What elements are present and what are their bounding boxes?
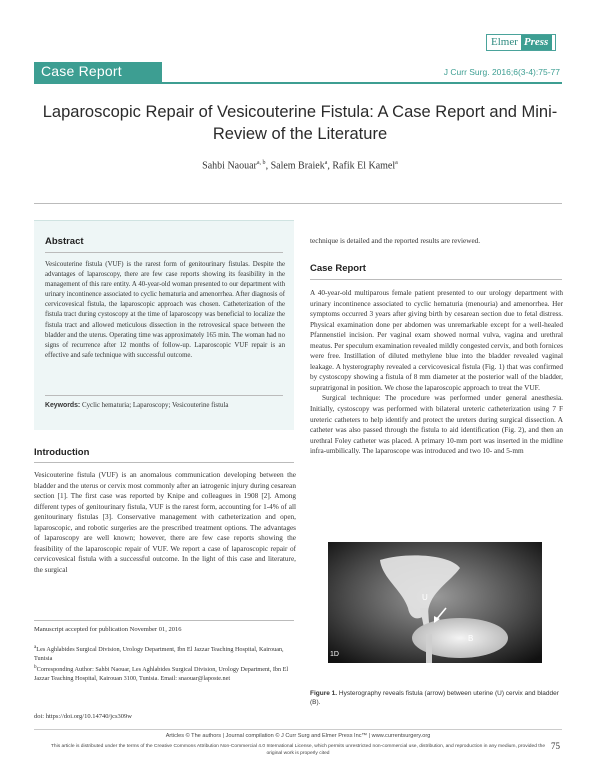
- case-paragraph-2: Surgical technique: The procedure was performed under general anesthesia. Initially, cystoscopy was performed with bilateral ureteric catheterization using 7 F ureteric catheters to help identify and protect the ureters during surgical dissection. A catheter was also passed through the fistula to aid identification (Fig. 2), and then an urethral Foley catheter was placed. A primary 10-mm port was inserted in the midline infra-umbilically. The laparoscope was introduced and two 10- and 5-mm: [310, 394, 563, 456]
- affiliation-text: Corresponding Author: Sahbi Naouar, Les Aghlabides Surgical Division, Urology Department, Ibn El Jazzar Teaching Hospital, Kairouan 3100, Tunisia. Email: snaouar@laposte.net: [34, 666, 289, 682]
- case-report-heading: Case Report: [310, 263, 366, 274]
- logo-part2: Press: [521, 35, 552, 50]
- author-affiliation-mark: a: [395, 160, 398, 166]
- affiliation-b: [34, 663, 296, 683]
- label-corner: 1D: [330, 651, 339, 658]
- figure-caption: [310, 689, 562, 707]
- keywords-label: Keywords:: [45, 402, 81, 409]
- introduction-heading: Introduction: [34, 447, 90, 458]
- author-separator: ,: [265, 160, 271, 172]
- keywords-rule: [45, 395, 283, 396]
- author-name: Rafik El Kamel: [332, 160, 396, 172]
- publisher-logo: [486, 34, 556, 51]
- author-affiliation-mark: a: [324, 160, 328, 166]
- affiliation-mark: b: [34, 664, 37, 671]
- abstract-heading: Abstract: [45, 236, 84, 247]
- author-name: Salem Braiek: [270, 160, 325, 172]
- footer-rule: [34, 729, 562, 730]
- author-list: [40, 160, 560, 171]
- affiliation-notes: [34, 643, 296, 684]
- title-divider: [34, 203, 562, 204]
- header-rule: [34, 82, 562, 84]
- keywords: [45, 402, 285, 409]
- case-report-text: [310, 288, 563, 457]
- section-label: Case Report: [41, 63, 122, 79]
- abstract-text: Vesicouterine fistula (VUF) is the rarest form of genitourinary fistulas. Despite the advantages of laparoscopy, there are few case reports showing its feasibility in the management of this rare entity. A 40-year-old woman presented to our department with urinary incontinence associated to cyclic hematuria and amenorrhea. After diagnosis of cervicovesical fistula, the laparoscopic approach was chosen. Catheterization of the fistula tract during cystoscopy at the time of laparoscopy was beneficial to localize the fistula tract and allowed meticulous dissection in the retrovesical space between the bladder and the uterus. Operating time was approximately 165 min. The woman had no signs of recurrence after 12 months of follow-up. Laparoscopic VUF repair is an effective and safe technique with successful outcome.: [45, 261, 285, 359]
- doi-link[interactable]: doi: https://doi.org/10.14740/jcs309w: [34, 713, 132, 720]
- affiliation-mark: a: [34, 644, 37, 650]
- introduction-text: Vesicouterine fistula (VUF) is an anomalous communication developing between the bladder and the uterus or cervix most commonly after an iatrogenic injury during cesarean section [1]. The first case was reported by Knipe and colleagues in 1908 [2]. Among different types of genitourinary fistula, VUF is the rarest form, accounting for 1-4% of all genitourinary fistulas [3]. Conservative management with catheterization and open, laparoscopic, and robotic surgeries are the prescribed treatment options. The advantages of laparoscopy are well known; however, there are few case reports showing the feasibility of the laparoscopic repair of VUF. We report a case of laparoscopic repair of cervicovesical fistula with a successful outcome. In the light of this case and literature, the surgical: [34, 471, 296, 574]
- author-separator: ,: [327, 160, 333, 172]
- caption-label: Figure 1.: [310, 690, 338, 697]
- caption-text: Hysterography reveals fistula (arrow) between uterine (U) cervix and bladder (B).: [310, 690, 559, 706]
- label-u: U: [422, 593, 428, 602]
- footer-copyright: Articles © The authors | Journal compilation © J Curr Surg and Elmer Press Inc™ | www.currentsurgery.org: [165, 733, 431, 739]
- introduction-rule: [34, 462, 294, 463]
- section-band: [34, 62, 162, 82]
- keywords-text: Cyclic hematuria; Laparoscopy; Vesicouterine fistula: [81, 402, 229, 409]
- introduction-continued: technique is detailed and the reported results are reviewed.: [310, 237, 481, 245]
- label-b: B: [468, 634, 474, 643]
- footer-license: This article is distributed under the terms of the Creative Commons Attribution Non-Commercial 4.0 International License, which permits unrestricted non-commercial use, distribution, and reproduction in any medium, provided the original work is properly cited: [50, 744, 546, 756]
- article-title: Laparoscopic Repair of Vesicouterine Fistula: A Case Report and Mini-Review of the Literature: [42, 103, 558, 143]
- hysterography-image: [310, 542, 562, 663]
- figure-1: [310, 542, 562, 663]
- case-report-rule: [310, 279, 562, 280]
- author-name: Sahbi Naouar: [202, 160, 257, 172]
- abstract-box: [34, 220, 294, 430]
- author-affiliation-mark: a, b: [256, 160, 266, 166]
- journal-reference: J Curr Surg. 2016;6(3-4):75-77: [443, 67, 560, 77]
- case-paragraph-1: A 40-year-old multiparous female patient presented to our urology department with urinary incontinence associated to cyclic hematuria (menouria) and amenorrhea. Her symptoms occurred 3 years after giving birth by cesarean section due to fetal distress. Physical examination done per abdomen was unremarkable except for a well-healed Pfannenstiel incision. Per vaginal exam showed normal vulva, vagina and urethral meatus. Per speculum examination revealed mildly congested cervix, and both fornices were free. Instillation of diluted methylene blue into the bladder revealed vaginal leakage. A hysterography revealed a cervicovesical fistula (Fig. 1) that was confirmed by cystoscopy showing a fistula of 8 mm diameter at the posterior wall of the bladder, supratrigonal in position. We chose the laparoscopic approach to treat the VUF.: [310, 289, 563, 392]
- page-number: 75: [551, 741, 560, 751]
- affiliation-text: Les Aghlabides Surgical Division, Urology Department, Ibn El Jazzar Teaching Hospital, Kairouan, Tunisia: [34, 646, 284, 662]
- footnote-rule: [34, 620, 294, 621]
- logo-part1: Elmer: [487, 35, 521, 50]
- manuscript-note: Manuscript accepted for publication November 01, 2016: [34, 626, 182, 633]
- affiliation-a: [34, 643, 296, 663]
- abstract-rule: [45, 252, 283, 253]
